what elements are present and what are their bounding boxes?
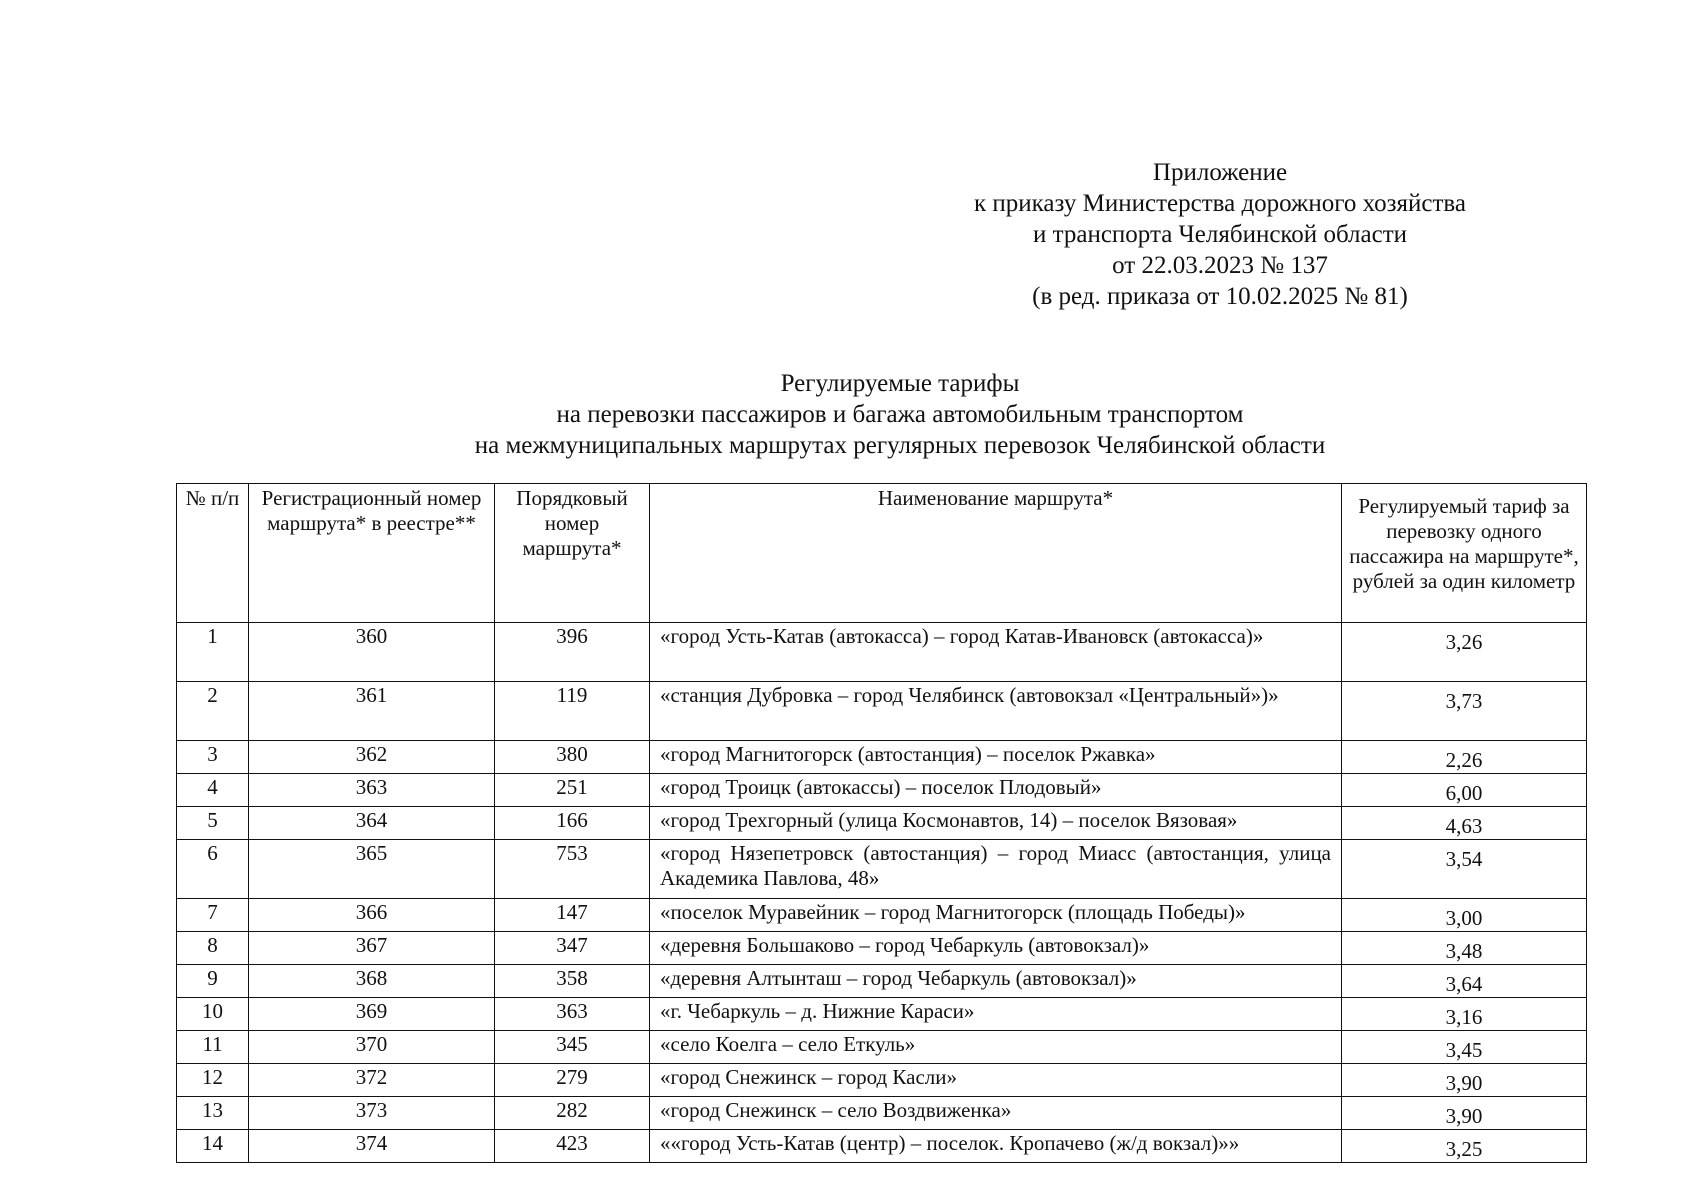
cell-sequence-number: 396: [495, 623, 650, 682]
cell-sequence-number: 166: [495, 807, 650, 840]
appendix-block: [930, 157, 1510, 312]
cell-route-name: «деревня Большаково – город Чебаркуль (автовокзал)»: [650, 932, 1342, 965]
cell-route-name: «город Усть-Катав (автокасса) – город Катав-Ивановск (автокасса)»: [650, 623, 1342, 682]
table-row: [177, 899, 1587, 932]
header-number: № п/п: [177, 484, 249, 623]
appendix-line: Приложение: [1152, 159, 1288, 186]
cell-number: 8: [177, 932, 249, 965]
table-row: [177, 1097, 1587, 1130]
title-line: Регулируемые тарифы: [780, 370, 1020, 397]
appendix-line: (в ред. приказа от 10.02.2025 № 81): [1032, 283, 1408, 310]
cell-sequence-number: 380: [495, 741, 650, 774]
title-line: на межмуниципальных маршрутах регулярных перевозок Челябинской области: [474, 432, 1326, 459]
cell-route-name: «город Магнитогорск (автостанция) – поселок Ржавка»: [650, 741, 1342, 774]
cell-tariff: 3,25: [1342, 1130, 1587, 1163]
table-row: [177, 965, 1587, 998]
cell-number: 1: [177, 623, 249, 682]
header-tariff: Регулируемый тариф за перевозку одного пассажира на маршруте*, рублей за один километр: [1342, 484, 1587, 623]
cell-sequence-number: 279: [495, 1064, 650, 1097]
cell-sequence-number: 147: [495, 899, 650, 932]
cell-tariff: 3,73: [1342, 682, 1587, 741]
cell-number: 11: [177, 1031, 249, 1064]
cell-registration-number: 362: [249, 741, 495, 774]
cell-route-name: «город Троицк (автокассы) – поселок Плодовый»: [650, 774, 1342, 807]
cell-tariff: 3,54: [1342, 840, 1587, 899]
cell-number: 14: [177, 1130, 249, 1163]
cell-registration-number: 373: [249, 1097, 495, 1130]
cell-route-name: «поселок Муравейник – город Магнитогорск (площадь Победы)»: [650, 899, 1342, 932]
cell-route-name: «город Снежинск – город Касли»: [650, 1064, 1342, 1097]
cell-registration-number: 364: [249, 807, 495, 840]
cell-number: 2: [177, 682, 249, 741]
cell-tariff: 3,90: [1342, 1097, 1587, 1130]
cell-tariff: 6,00: [1342, 774, 1587, 807]
cell-tariff: 3,64: [1342, 965, 1587, 998]
header-sequence-number: Порядковый номер маршрута*: [495, 484, 650, 623]
cell-route-name: «деревня Алтынташ – город Чебаркуль (автовокзал)»: [650, 965, 1342, 998]
cell-registration-number: 363: [249, 774, 495, 807]
table-row: [177, 998, 1587, 1031]
cell-number: 6: [177, 840, 249, 899]
cell-registration-number: 374: [249, 1130, 495, 1163]
table-header-row: [177, 484, 1587, 623]
cell-registration-number: 369: [249, 998, 495, 1031]
cell-registration-number: 372: [249, 1064, 495, 1097]
cell-tariff: 3,90: [1342, 1064, 1587, 1097]
table-row: [177, 1064, 1587, 1097]
title-line: на перевозки пассажиров и багажа автомобильным транспортом: [556, 401, 1244, 428]
cell-sequence-number: 282: [495, 1097, 650, 1130]
cell-route-name: ««город Усть-Катав (центр) – поселок. Кропачево (ж/д вокзал)»»: [650, 1130, 1342, 1163]
cell-tariff: 3,26: [1342, 623, 1587, 682]
header-registration-number: Регистрационный номер маршрута* в реестре**: [249, 484, 495, 623]
cell-route-name: «г. Чебаркуль – д. Нижние Караси»: [650, 998, 1342, 1031]
cell-number: 9: [177, 965, 249, 998]
cell-route-name: «станция Дубровка – город Челябинск (автовокзал «Центральный»)»: [650, 682, 1342, 741]
table-row: [177, 774, 1587, 807]
cell-tariff: 3,16: [1342, 998, 1587, 1031]
cell-registration-number: 361: [249, 682, 495, 741]
table-row: [177, 932, 1587, 965]
cell-number: 3: [177, 741, 249, 774]
cell-tariff: 3,45: [1342, 1031, 1587, 1064]
cell-route-name: «город Нязепетровск (автостанция) – город Миасс (автостанция, улица Академика Павлова, 48»: [650, 840, 1342, 899]
document-title: [380, 368, 1420, 461]
table-row: [177, 807, 1587, 840]
cell-sequence-number: 119: [495, 682, 650, 741]
appendix-line: от 22.03.2023 № 137: [1112, 252, 1328, 279]
table-row: [177, 1130, 1587, 1163]
cell-sequence-number: 753: [495, 840, 650, 899]
table-row: [177, 623, 1587, 682]
cell-number: 10: [177, 998, 249, 1031]
table-row: [177, 840, 1587, 899]
cell-sequence-number: 423: [495, 1130, 650, 1163]
cell-registration-number: 366: [249, 899, 495, 932]
cell-route-name: «село Коелга – село Еткуль»: [650, 1031, 1342, 1064]
cell-sequence-number: 251: [495, 774, 650, 807]
cell-tariff: 2,26: [1342, 741, 1587, 774]
cell-number: 4: [177, 774, 249, 807]
table-body: [177, 623, 1587, 1163]
appendix-line: и транспорта Челябинской области: [1032, 221, 1408, 248]
cell-number: 12: [177, 1064, 249, 1097]
cell-number: 5: [177, 807, 249, 840]
cell-tariff: 4,63: [1342, 807, 1587, 840]
header-route-name: Наименование маршрута*: [650, 484, 1342, 623]
cell-number: 13: [177, 1097, 249, 1130]
cell-registration-number: 367: [249, 932, 495, 965]
cell-number: 7: [177, 899, 249, 932]
cell-registration-number: 365: [249, 840, 495, 899]
cell-sequence-number: 347: [495, 932, 650, 965]
cell-tariff: 3,48: [1342, 932, 1587, 965]
cell-route-name: «город Трехгорный (улица Космонавтов, 14) – поселок Вязовая»: [650, 807, 1342, 840]
cell-registration-number: 368: [249, 965, 495, 998]
cell-sequence-number: 358: [495, 965, 650, 998]
cell-sequence-number: 345: [495, 1031, 650, 1064]
table-row: [177, 682, 1587, 741]
table-row: [177, 741, 1587, 774]
tariffs-table: [176, 483, 1587, 1163]
table-row: [177, 1031, 1587, 1064]
cell-sequence-number: 363: [495, 998, 650, 1031]
cell-registration-number: 360: [249, 623, 495, 682]
cell-registration-number: 370: [249, 1031, 495, 1064]
cell-tariff: 3,00: [1342, 899, 1587, 932]
appendix-line: к приказу Министерства дорожного хозяйства: [974, 190, 1466, 217]
cell-route-name: «город Снежинск – село Воздвиженка»: [650, 1097, 1342, 1130]
